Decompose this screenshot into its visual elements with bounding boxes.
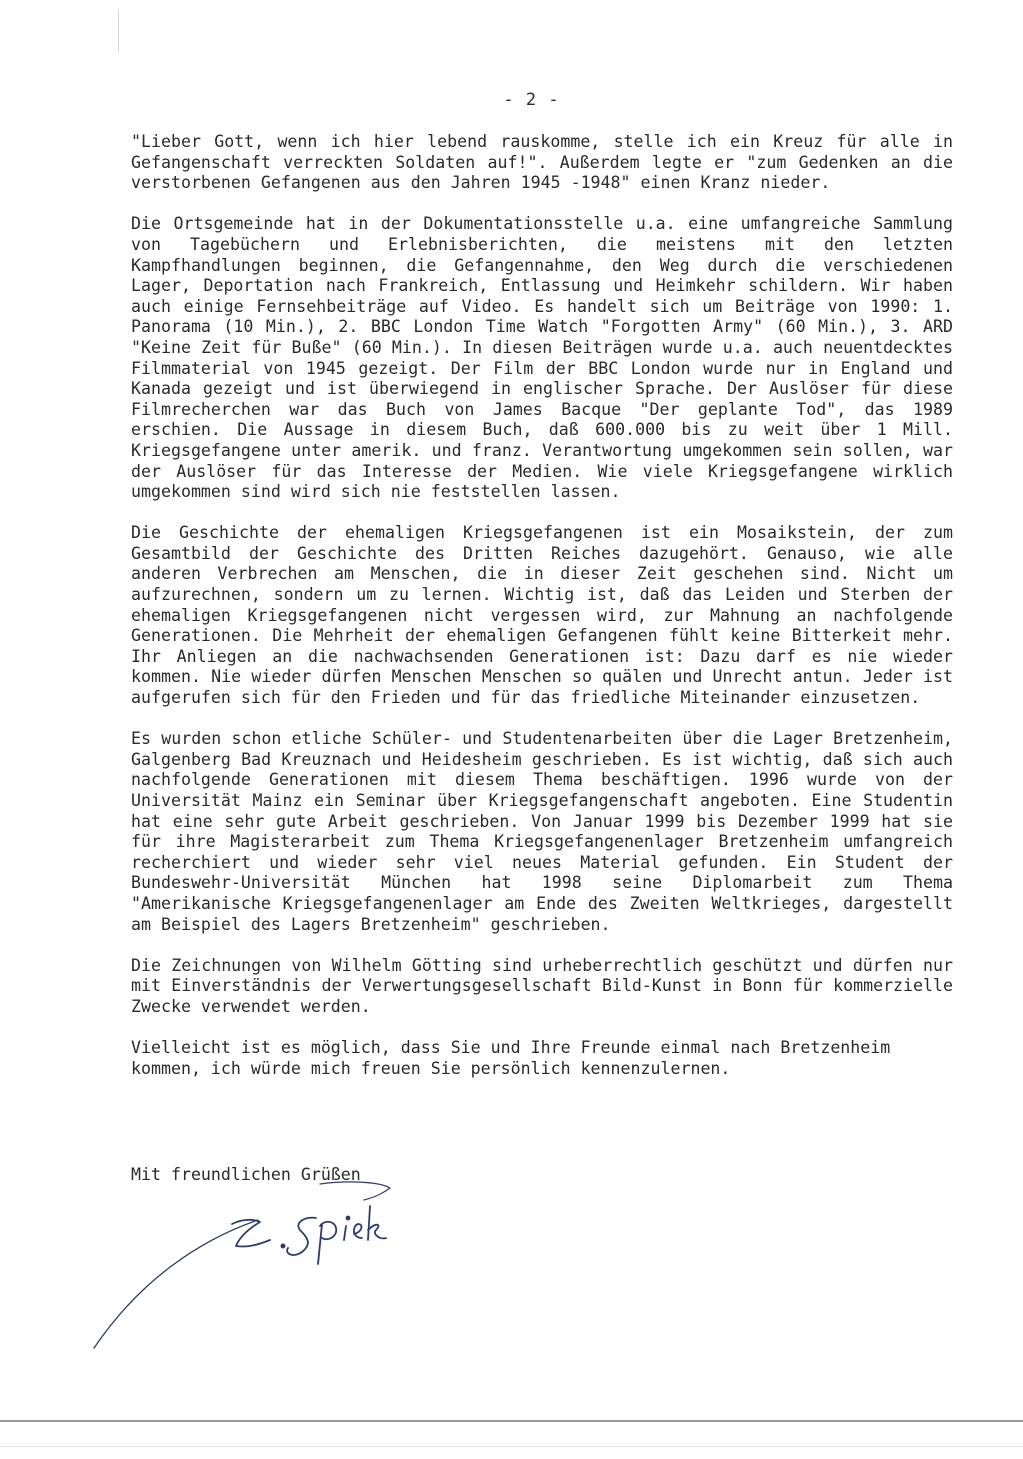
scan-artifact-line	[118, 10, 119, 52]
paragraph-history-mosaic: Die Geschichte der ehemaligen Kriegsgefangenen ist ein Mosaikstein, der zum Gesamtbild der Geschichte des Dritten Reiches dazugehört. Genauso, wie alle anderen Verbrechen am Menschen, die in dieser Zeit geschehen sind. Nicht um aufzurechnen, sondern um zu lernen. Wichtig ist, daß das Leiden und Sterben der ehemaligen Kriegsgefangenen nicht vergessen wird, zur Mahnung an nachfolgende Generationen. Die Mehrheit der ehemaligen Gefangenen fühlt keine Bitterkeit mehr. Ihr Anliegen an die nachwachsenden Generationen ist: Dazu darf es nie wieder kommen. Nie wieder dürfen Menschen Menschen so quälen und Unrecht antun. Jeder ist aufgerufen sich für den Frieden und für das friedliche Miteinander einzusetzen.	[131, 523, 953, 708]
paragraph-copyright-notice: Die Zeichnungen von Wilhelm Götting sind urheberrechtlich geschützt und dürfen nur mit Einverständnis der Verwertungsgesellschaft Bild-Kunst in Bonn für kommerzielle Zwecke verwendet werden.	[131, 955, 953, 1016]
paragraph-documentation-archive: Die Ortsgemeinde hat in der Dokumentationsstelle u.a. eine umfangreiche Sammlung von Tagebüchern und Erlebnisberichten, die meistens mit den letzten Kampfhandlungen beginnen, die Gefangennahme, den Weg durch die verschiedenen Lager, Deportation nach Frankreich, Entlassung und Heimkehr schildern. Wir haben auch einige Fernsehbeiträge auf Video. Es handelt sich um Beiträge von 1990: 1. Panorama (10 Min.), 2. BBC London Time Watch "Forgotten Army" (60 Min.), 3. ARD "Keine Zeit für Buße" (60 Min.). In diesen Beiträgen wurde u.a. auch neuentdecktes Filmmaterial von 1945 gezeigt. Der Film der BBC London wurde nur in England und Kanada gezeigt und ist überwiegend in englischer Sprache. Der Auslöser für diese Filmrecherchen war das Buch von James Bacque "Der geplante Tod", das 1989 erschien. Die Aussage in diesem Buch, daß 600.000 bis zu weit über 1 Mill. Kriegsgefangene unter amerik. und franz. Verantwortung umgekommen sein sollen, war der Auslöser für das Interesse der Medien. Wie viele Kriegsgefangene wirklich umgekommen sind wird sich nie feststellen lassen.	[131, 214, 953, 502]
scan-border-line	[0, 1420, 1023, 1422]
handwritten-signature	[80, 1160, 440, 1360]
paragraph-student-works: Es wurden schon etliche Schüler- und Studentenarbeiten über die Lager Bretzenheim, Galgenberg Bad Kreuznach und Heidesheim geschrieben. Es ist wichtig, daß sich auch nachfolgende Generationen mit diesem Thema beschäftigen. 1996 wurde von der Universität Mainz ein Seminar über Kriegsgefangenschaft angeboten. Eine Studentin hat eine sehr gute Arbeit geschrieben. Von Januar 1999 bis Dezember 1999 hat sie für ihre Magisterarbeit zum Thema Kriegsgefangenenlager Bretzenheim umfangreich recherchiert und wieder sehr viel neues Material gefunden. Ein Student der Bundeswehr-Universität München hat 1998 seine Diplomarbeit zum Thema "Amerikanische Kriegsgefangenenlager am Ende des Zweiten Weltkrieges, dargestellt am Beispiel des Lagers Bretzenheim" geschrieben.	[131, 729, 953, 934]
paragraph-prayer-and-wreath: "Lieber Gott, wenn ich hier lebend rauskomme, stelle ich ein Kreuz für alle in Gefangenschaft verreckten Soldaten auf!". Außerdem legte er "zum Gedenken an die verstorbenen Gefangenen aus den Jahren 1945 -1948" einen Kranz nieder.	[131, 132, 953, 193]
letter-body	[131, 132, 953, 1100]
scan-border-line-faint	[0, 1446, 1023, 1447]
paragraph-invitation: Vielleicht ist es möglich, dass Sie und Ihre Freunde einmal nach Bretzenheim kommen, ich würde mich freuen Sie persönlich kennenzulernen.	[131, 1038, 891, 1078]
page-number: - 2 -	[503, 90, 560, 110]
closing-greeting: Mit freundlichen Grüßen	[131, 1165, 361, 1184]
